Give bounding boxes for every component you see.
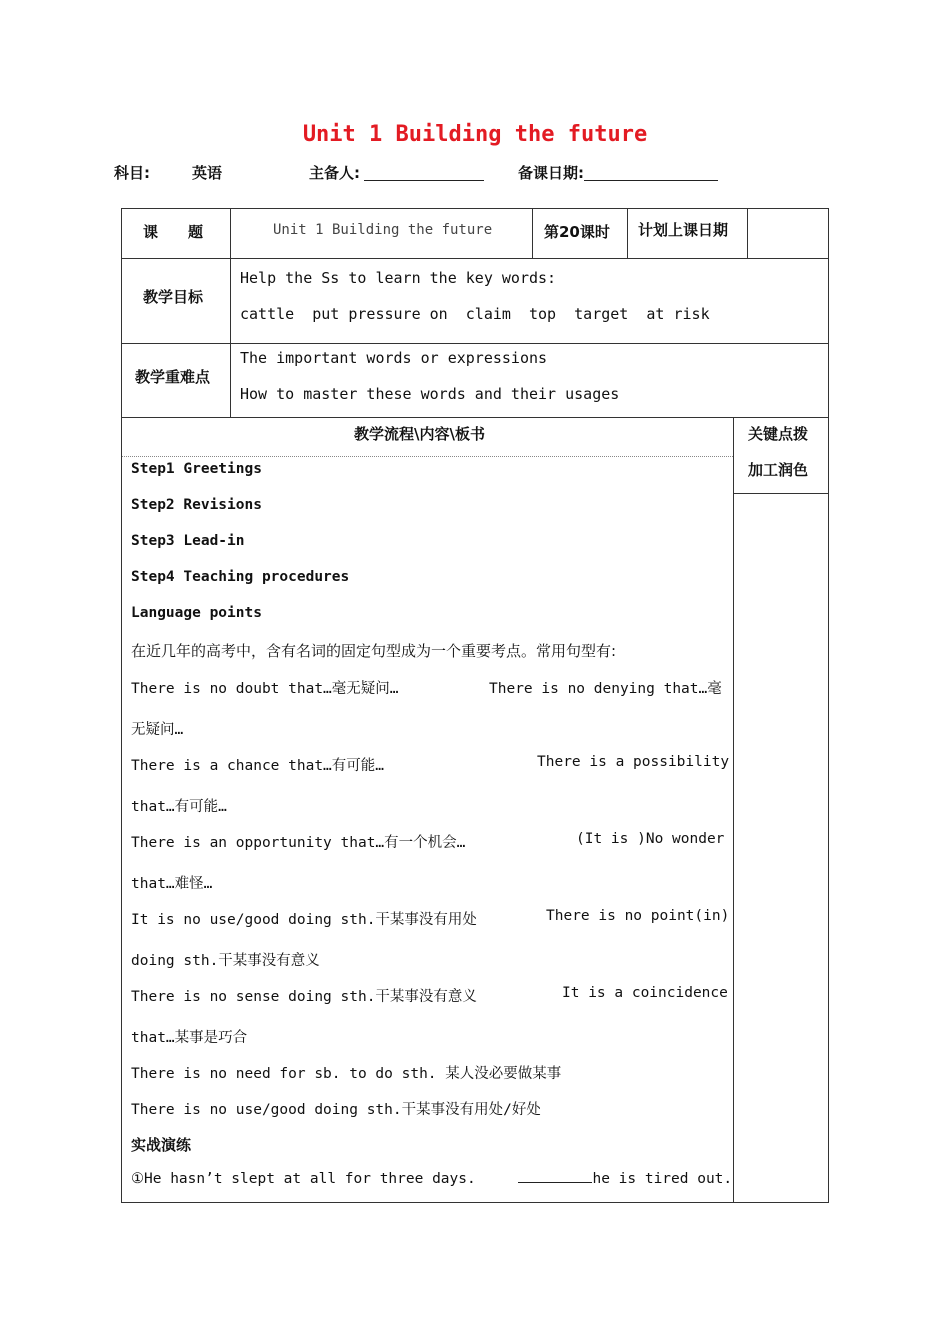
step-4: Step4 Teaching procedures (131, 569, 350, 585)
focus-line-2: How to master these words and their usages (240, 385, 620, 403)
pattern-2a: There is a chance that…有可能… (131, 758, 385, 774)
pattern-1b: There is no denying that…毫 (489, 681, 722, 697)
process-header: 教学流程\内容\板书 (354, 425, 485, 443)
step-2: Step2 Revisions (131, 497, 262, 513)
pattern-3a: There is an opportunity that…有一个机会… (131, 835, 466, 851)
objective-label: 教学目标 (143, 288, 204, 306)
question-1-end: he is tired out. (592, 1171, 733, 1187)
question-1-text: ①He hasn’t slept at all for three days. (131, 1171, 476, 1187)
date-underline (584, 180, 718, 181)
objective-line-2: cattle put pressure on claim top target at risk (240, 305, 710, 323)
date-label: 备课日期: (518, 164, 584, 182)
pattern-4a: It is no use/good doing sth.干某事没有用处 (131, 912, 477, 928)
pattern-5b: It is a coincidence (562, 985, 728, 1001)
answer-blank[interactable] (518, 1170, 592, 1183)
pattern-6: There is no need for sb. to do sth. 某人没必要做某事 (131, 1066, 562, 1082)
subject-label: 科目: (114, 164, 150, 182)
pattern-5c: that…某事是巧合 (131, 1030, 248, 1046)
step-3: Step3 Lead-in (131, 533, 245, 549)
pattern-5a: There is no sense doing sth.干某事没有意义 (131, 989, 477, 1005)
preparer-underline (364, 180, 484, 181)
pattern-4b: There is no point(in) (546, 908, 730, 924)
page-title: Unit 1 Building the future (302, 122, 648, 147)
objective-line-1: Help the Ss to learn the key words: (240, 269, 557, 287)
pattern-2b: There is a possibility (537, 754, 730, 770)
subject-value: 英语 (192, 164, 223, 182)
language-points-heading: Language points (131, 605, 262, 621)
pattern-3c: that…难怪… (131, 876, 213, 892)
step-1: Step1 Greetings (131, 461, 262, 477)
pattern-2c: that…有可能… (131, 799, 227, 815)
topic-label: 课 题 (143, 223, 204, 241)
period-label: 第20课时 (544, 223, 610, 241)
focus-line-1: The important words or expressions (240, 349, 548, 367)
practice-heading: 实战演练 (131, 1136, 192, 1154)
plan-date-label: 计划上课日期 (638, 221, 729, 239)
pattern-4c: doing sth.干某事没有意义 (131, 953, 320, 969)
focus-label: 教学重难点 (135, 368, 211, 386)
intro-text: 在近几年的高考中，含有名词的固定句型成为一个重要考点。常用句型有: (131, 642, 617, 660)
preparer-label: 主备人: (309, 164, 360, 182)
question-1 (131, 1170, 732, 1187)
pattern-3b: (It is )No wonder (576, 831, 725, 847)
pattern-7: There is no use/good doing sth.干某事没有用处/好处 (131, 1102, 541, 1118)
side-header-2: 加工润色 (748, 461, 809, 479)
pattern-1c: 无疑问… (131, 722, 184, 738)
pattern-1a: There is no doubt that…毫无疑问… (131, 681, 399, 697)
topic-value: Unit 1 Building the future (273, 222, 493, 238)
side-header-1: 关键点拨 (748, 425, 809, 443)
header-row (114, 162, 718, 182)
